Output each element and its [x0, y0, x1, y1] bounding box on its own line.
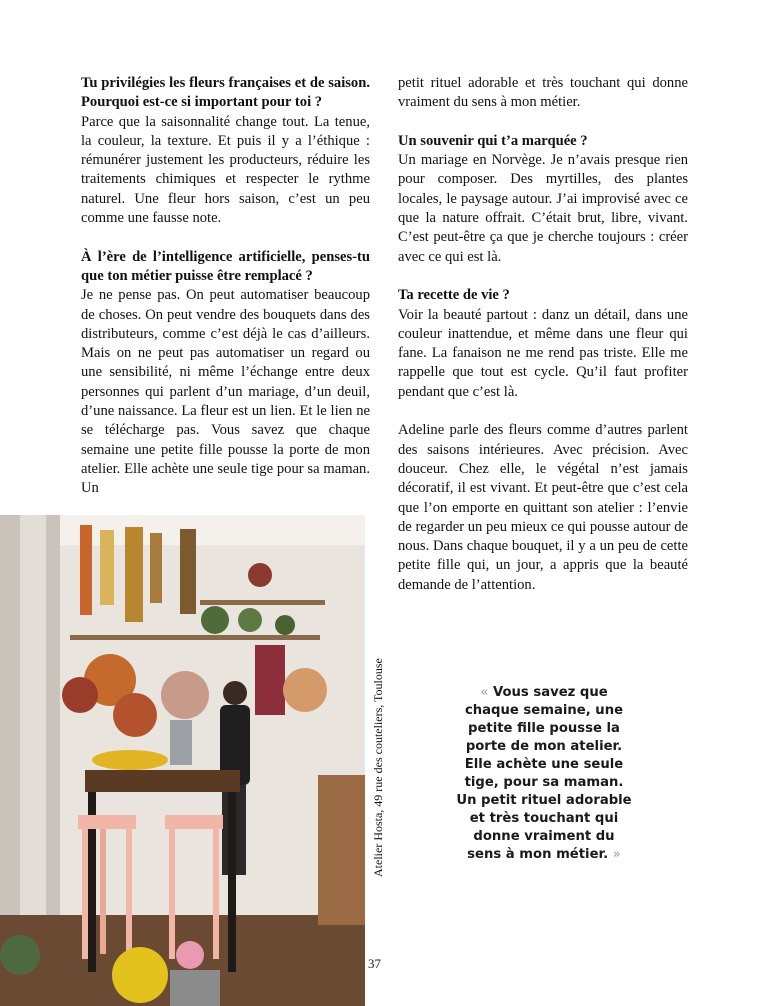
answer-seasonal-flowers: Parce que la saisonnalité change tout. La tenue, la couleur, la texture. Et puis il y a l’éthique : rémunérer justement les producteurs, réduire les traitements chimiques et respecter le rythme naturel. Une fleur hors saison, c’est un peu comme une fausse note. [81, 113, 370, 227]
atelier-illustration [0, 515, 365, 1006]
open-quote-mark: « [480, 685, 489, 700]
right-column [398, 74, 688, 595]
close-quote-mark: » [612, 847, 621, 862]
page-number: 37 [368, 956, 381, 971]
left-column [81, 74, 370, 499]
closing-paragraph: Adeline parle des fleurs comme d’autres parlent des saisons intérieures. Avec précision. Avec douceur. Chez elle, le végétal n’est jamais décoratif, il est vivant. Et peut-être que c’est cela que l’on emporte en quittant son atelier : l’envie de regarder un peu mieux ce qui pousse autour de nous. Dans chaque bouquet, il y a un peu de cette petite fille qui, un jour, a appris que la beauté demande de l’attention. [398, 422, 688, 593]
answer-memory: Un mariage en Norvège. Je n’avais presque rien pour composer. Des myrtilles, des plantes locales, le paysage autour. J’ai improvisé avec ce que la nature offrait. C’était brut, libre, vivant. C’est peut-être ça que je cherche toujours : créer avec ce qui est là. [398, 152, 688, 265]
atelier-photo [0, 515, 365, 1006]
pull-quote [456, 684, 632, 864]
pull-quote-text: Vous savez que chaque semaine, une petite fille pousse la porte de mon atelier. Elle achète une seule tige, pour sa maman. Un petit rituel adorable et très touchant qui donne vraiment du sens à mon métier. [456, 685, 632, 862]
question-life-recipe: Ta recette de vie ? [398, 287, 510, 304]
answer-life-recipe: Voir la beauté partout : danz un détail, dans une couleur inattendue, et même dans une fleur qui fane. La fanaison ne me rend pas triste. Elle me rappelle que tout est cycle. Qu’il faut profiter pendant que c’est là. [398, 306, 688, 400]
photo-caption: Atelier Hosta, 49 rue des couteliers, Toulouse [371, 658, 385, 877]
question-artificial-intelligence: À l’ère de l’intelligence artificielle, penses-tu que ton métier puisse être remplacé ? [81, 248, 370, 284]
answer-artificial-intelligence: Je ne pense pas. On peut automatiser beaucoup de choses. On peut vendre des bouquets dans des distributeurs, comme c’est déjà le cas d’ailleurs. Mais on ne peut pas automatiser un regard ou une sensibilité, ni même l’échange entre deux personnes qui parlent d’un mariage, d’un deuil, d’une naissance. La fleur est un lien. Et le lien ne se télécharge pas. Vous savez que chaque semaine une petite fille pousse la porte de mon atelier. Elle achète une seule tige pour sa maman. Un [81, 287, 370, 497]
answer-artificial-intelligence-continued: petit rituel adorable et très touchant qui donne vraiment du sens à mon métier. [398, 75, 688, 111]
question-memory: Un souvenir qui t’a marquée ? [398, 132, 588, 149]
question-seasonal-flowers: Tu privilégies les fleurs françaises et de saison. Pourquoi est-ce si important pour toi ? [81, 75, 370, 111]
